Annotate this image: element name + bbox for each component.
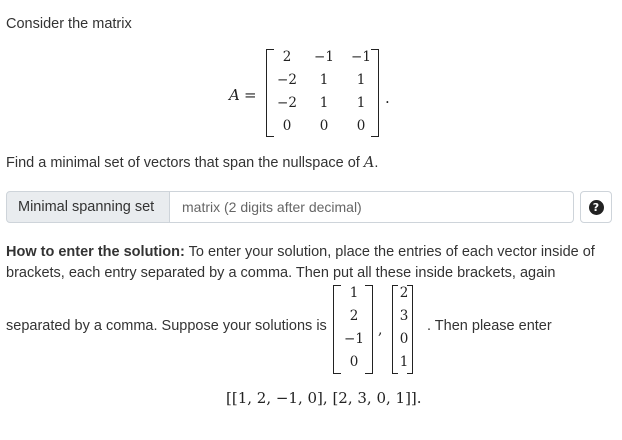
find-text: Find a minimal set of vectors that span the nullspace of <box>6 155 364 171</box>
answer-label: Minimal spanning set <box>6 191 170 223</box>
instructions-paragraph <box>6 242 614 284</box>
matrix-cell: 1 <box>356 72 366 88</box>
instructions-body: To enter your solution, place the entries of each vector inside of brackets, each entry separated by a comma. Then put all these inside brackets, again <box>6 244 595 281</box>
vector1-entry: −1 <box>344 331 364 347</box>
vector2-entry: 3 <box>399 308 409 324</box>
matrix-cell: 2 <box>282 49 292 65</box>
suppose-text: separated by a comma. Suppose your solutions is <box>6 318 327 334</box>
answer-input[interactable] <box>170 191 574 223</box>
matrix-cell: −1 <box>314 49 334 65</box>
matrix-cell: 1 <box>319 72 329 88</box>
vector1-entry: 2 <box>349 308 359 324</box>
find-variable: A <box>363 155 375 171</box>
vector2-entry: 0 <box>399 331 409 347</box>
matrix-cell: 1 <box>319 95 329 111</box>
vector-comma: , <box>378 322 383 338</box>
matrix-label: A <box>229 86 240 104</box>
find-suffix: . <box>374 155 379 171</box>
then-text: . Then please enter <box>427 318 552 334</box>
vector1-entry: 0 <box>349 354 359 370</box>
vector1-entry: 1 <box>349 285 359 301</box>
matrix-cell: 0 <box>319 118 329 134</box>
vector2-entry: 1 <box>399 354 409 370</box>
matrix-cell: 0 <box>282 118 292 134</box>
matrix-cell: −2 <box>277 95 297 111</box>
matrix-cell: 1 <box>356 95 366 111</box>
intro-text: Consider the matrix <box>6 16 132 32</box>
vector2-entry: 2 <box>399 285 409 301</box>
instructions-heading: How to enter the solution: <box>6 244 185 260</box>
matrix-cell: −1 <box>351 49 371 65</box>
equals-sign: = <box>244 86 257 104</box>
help-button[interactable] <box>580 191 612 223</box>
matrix-cell: −2 <box>277 72 297 88</box>
question-circle-icon: ? <box>589 200 604 215</box>
example-answer: [[1, 2, −1, 0], [2, 3, 0, 1]]. <box>226 389 422 407</box>
matrix-period: . <box>385 89 390 107</box>
find-instruction <box>6 155 378 171</box>
answer-input-group <box>6 191 612 223</box>
matrix-cell: 0 <box>356 118 366 134</box>
